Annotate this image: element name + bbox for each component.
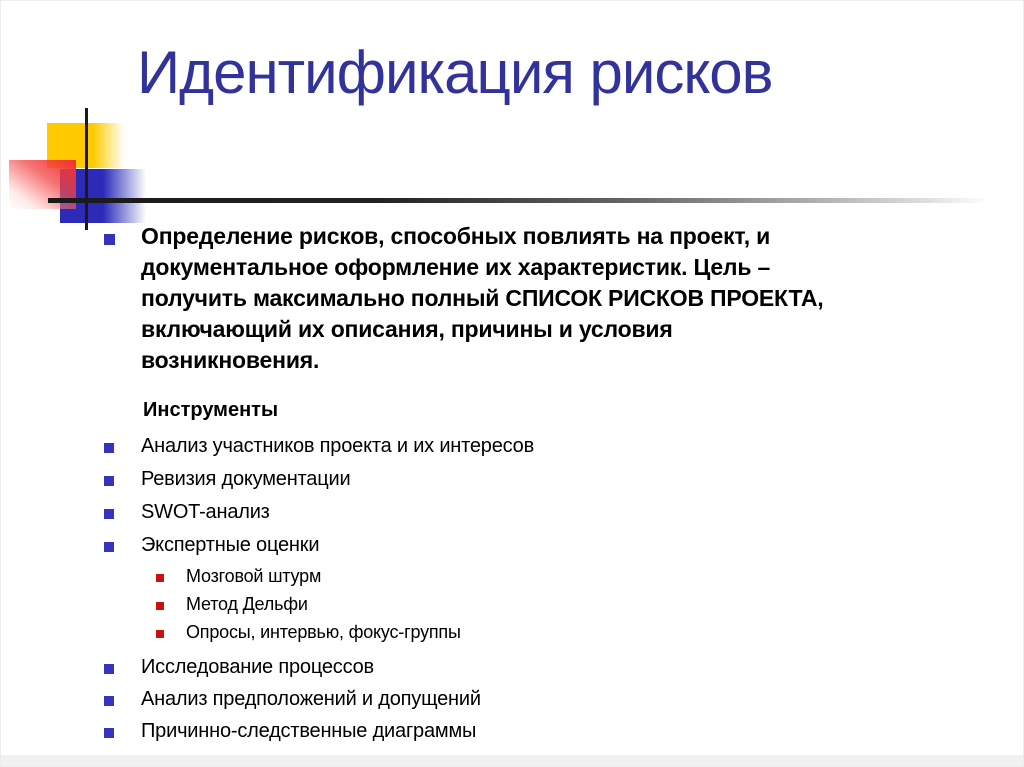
- list-item: [104, 533, 319, 557]
- decor-horizontal-rule: [48, 198, 990, 203]
- blue-square-bullet-icon: [104, 509, 114, 519]
- tools-heading: Инструменты: [143, 399, 279, 421]
- blue-square-bullet-icon: [104, 234, 115, 245]
- blue-square-bullet-icon: [104, 696, 114, 706]
- list-item-label: SWOT-анализ: [141, 501, 270, 523]
- list-item: [104, 719, 476, 743]
- blue-square-bullet-icon: [104, 728, 114, 738]
- definition-line: получить максимально полный СПИСОК РИСКОВ ПРОЕКТА,: [141, 285, 824, 311]
- bottom-edge-strip: [1, 755, 1024, 767]
- decor-vertical-line: [85, 108, 88, 230]
- red-square-bullet-icon: [156, 602, 164, 610]
- sub-list-item-label: Мозговой штурм: [186, 566, 322, 586]
- blue-square-bullet-icon: [104, 664, 114, 674]
- list-item-label: Анализ предположений и допущений: [141, 688, 481, 710]
- sub-list-item-label: Метод Дельфи: [186, 594, 308, 614]
- list-item-label: Ревизия документации: [141, 468, 351, 490]
- list-item-label: Экспертные оценки: [141, 534, 320, 556]
- list-item: [104, 500, 270, 524]
- sub-list-item-label: Опросы, интервью, фокус-группы: [186, 622, 461, 642]
- red-square-bullet-icon: [156, 574, 164, 582]
- list-item: [104, 655, 374, 679]
- definition-line: Определение рисков, способных повлиять на проект, и: [141, 223, 771, 249]
- list-item-label: Причинно-следственные диаграммы: [141, 720, 477, 742]
- list-item-label: Исследование процессов: [141, 656, 374, 678]
- blue-square-bullet-icon: [104, 476, 114, 486]
- definition-line: возникновения.: [141, 347, 320, 373]
- red-square-bullet-icon: [156, 630, 164, 638]
- blue-square-bullet-icon: [104, 443, 114, 453]
- blue-square-bullet-icon: [104, 542, 114, 552]
- sub-list-item: [156, 621, 461, 643]
- definition-item: [104, 221, 823, 376]
- slide-title: Идентификация рисков: [137, 39, 773, 106]
- sub-list-item: [156, 593, 308, 615]
- list-item: [104, 467, 350, 491]
- list-item: [104, 687, 481, 711]
- definition-line: включающий их описания, причины и условия: [141, 316, 673, 342]
- sub-list-item: [156, 565, 321, 587]
- list-item-label: Анализ участников проекта и их интересов: [141, 435, 535, 457]
- definition-line: документальное оформление их характеристик. Цель –: [141, 254, 771, 280]
- list-item: [104, 434, 534, 458]
- definition-text: [141, 221, 823, 376]
